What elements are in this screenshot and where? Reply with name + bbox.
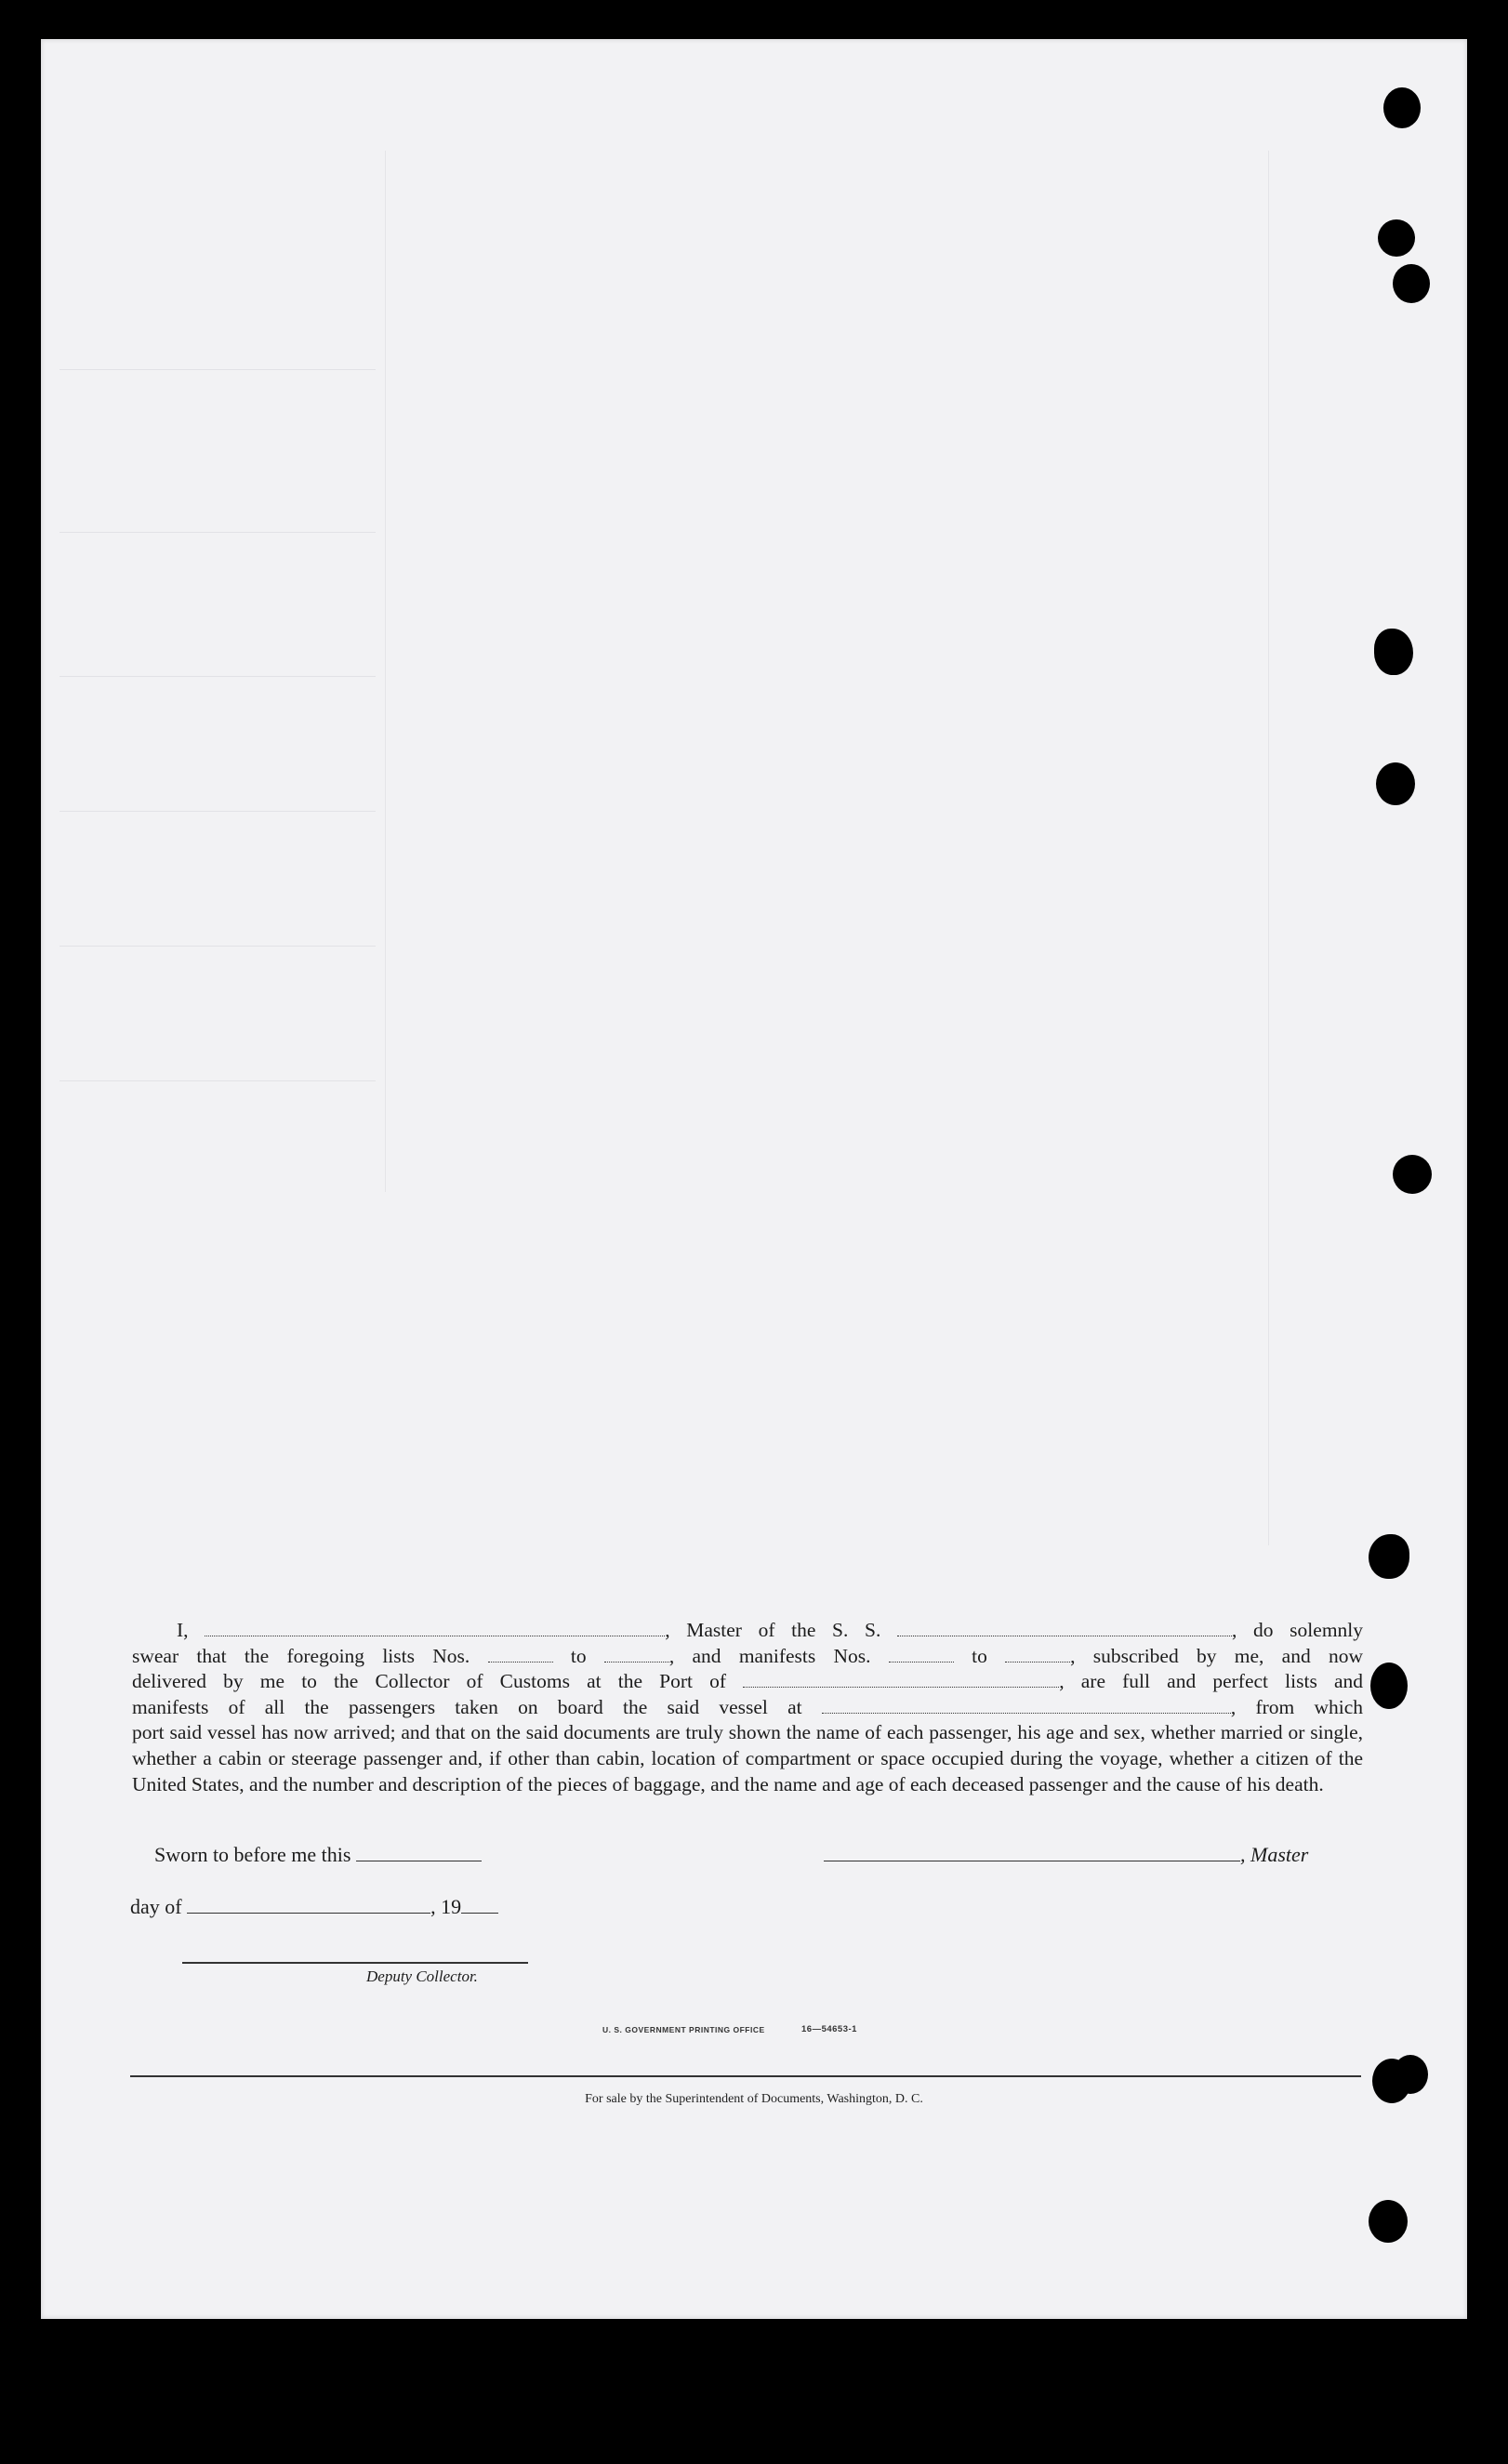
ghost-row-line <box>60 811 376 812</box>
oath-text: , do solemnly <box>1232 1619 1364 1641</box>
for-sale-note: For sale by the Superintendent of Documents, Washington, D. C. <box>585 2092 923 2106</box>
oath-text: delivered by me to the Collector of Customs at the Port of <box>132 1670 727 1693</box>
year-blank <box>461 1898 498 1914</box>
ghost-row-line <box>60 946 376 947</box>
day-of-blank <box>187 1898 430 1914</box>
oath-text: , Master of the S. S. <box>665 1619 881 1641</box>
day-of-row <box>130 1895 498 1919</box>
printing-office-label: U. S. GOVERNMENT PRINTING OFFICE <box>602 2025 765 2034</box>
oath-text: , are full and perfect lists and <box>1059 1670 1364 1693</box>
form-number: 16—54653-1 <box>801 2024 857 2034</box>
manifests-from-blank <box>889 1645 954 1663</box>
ghost-row-line <box>60 676 376 677</box>
port-blank <box>743 1670 1059 1688</box>
oath-text: , subscribed by me, and now <box>1070 1644 1364 1667</box>
master-label: , Master <box>1240 1843 1309 1866</box>
punch-hole <box>1370 1663 1408 1709</box>
sworn-date-blank <box>356 1846 482 1861</box>
punch-hole <box>1369 2200 1408 2243</box>
punch-hole <box>1378 219 1415 257</box>
deputy-collector-label: Deputy Collector. <box>366 1967 478 1985</box>
ghost-column-line <box>1268 151 1269 1545</box>
oath-line-2 <box>132 1644 1363 1670</box>
oath-text: manifests of all the passengers taken on board the said vessel at <box>132 1695 802 1718</box>
manifests-to-blank <box>1005 1645 1070 1663</box>
sworn-row <box>154 1843 482 1867</box>
deputy-signature-line <box>182 1962 528 1964</box>
oath-body: port said vessel has now arrived; and that on the said documents are truly shown the name of each passenger, his age and sex, whether married or single, whether a cabin or steerage passenger and, if other than cabin, location of compartment or space occupied during the voyage, whether a citizen of the United States, and the number and description of the pieces of baggage, and the name and age of each deceased passenger and the cause of his death. <box>132 1721 1363 1795</box>
oath-text: swear that the foregoing lists Nos. <box>132 1644 470 1667</box>
master-signature-blank <box>824 1846 1240 1861</box>
oath-text: to <box>972 1644 987 1667</box>
ship-name-blank <box>897 1619 1232 1636</box>
oath-paragraph <box>132 1618 1363 1797</box>
lists-to-blank <box>604 1645 669 1663</box>
ghost-row-line <box>60 1080 376 1081</box>
year-prefix: , 19 <box>430 1895 462 1918</box>
oath-line-1 <box>132 1618 1363 1644</box>
master-name-blank <box>205 1619 665 1636</box>
oath-line-3 <box>132 1669 1363 1695</box>
ghost-row-line <box>60 369 376 370</box>
oath-text: , from which <box>1230 1695 1363 1718</box>
sworn-label: Sworn to before me this <box>154 1843 351 1866</box>
punch-hole <box>1383 87 1421 128</box>
oath-text: , and manifests Nos. <box>668 1644 871 1667</box>
day-of-label: day of <box>130 1895 182 1918</box>
oath-line-4 <box>132 1695 1363 1721</box>
bottom-rule <box>130 2075 1361 2077</box>
lists-from-blank <box>488 1645 553 1663</box>
oath-text: to <box>570 1644 587 1667</box>
ghost-column-line <box>385 151 386 1192</box>
ghost-row-line <box>60 532 376 533</box>
master-signature-row <box>824 1843 1308 1867</box>
punch-hole <box>1393 1155 1432 1194</box>
punch-hole <box>1376 762 1415 805</box>
punch-hole <box>1393 2055 1428 2094</box>
punch-hole <box>1369 1534 1409 1579</box>
oath-text: I, <box>177 1619 189 1641</box>
punch-hole <box>1393 264 1430 303</box>
document-page <box>41 39 1467 2319</box>
punch-hole <box>1374 629 1413 675</box>
departure-port-blank <box>822 1696 1231 1714</box>
